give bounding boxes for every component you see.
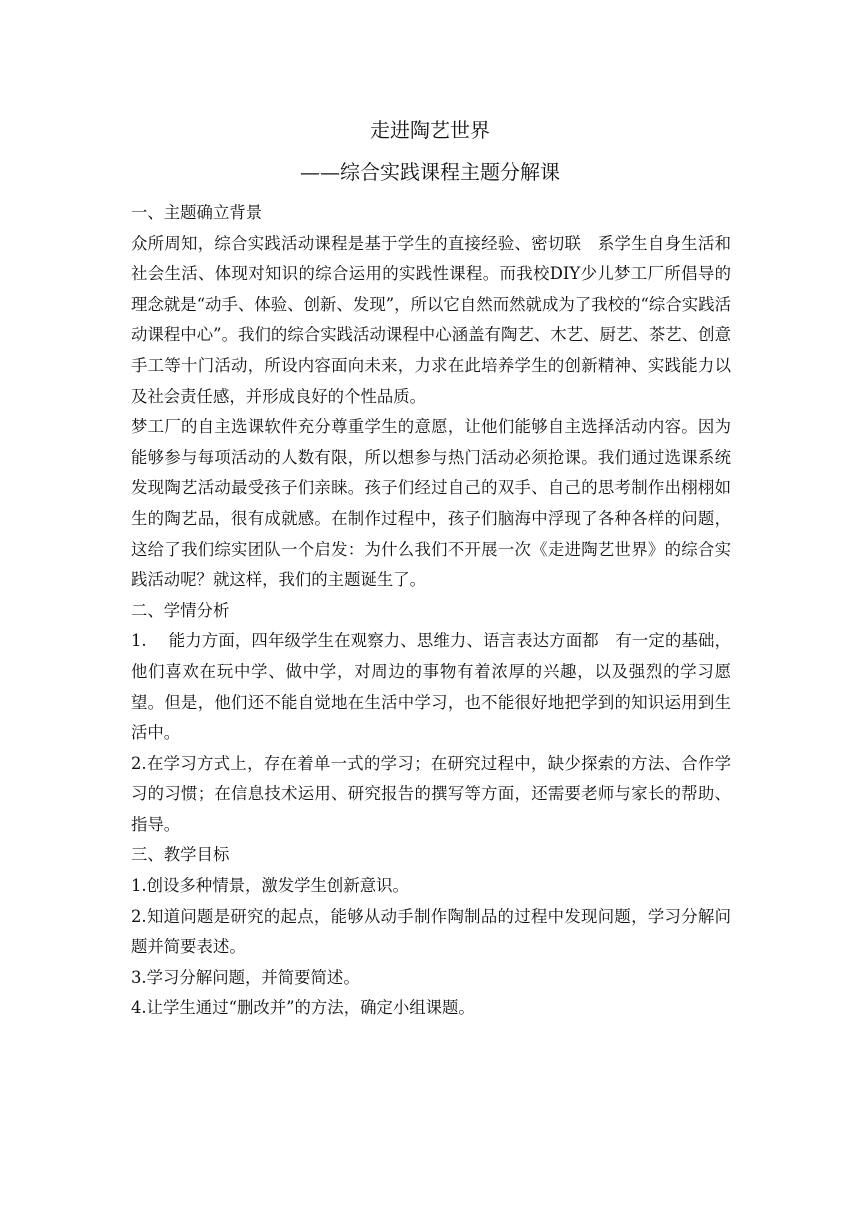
section-heading-background: 一、主题确立背景 [131,203,263,222]
paragraph-analysis-2: 2.在学习方式上，存在着单一式的学习；在研究过程中，缺少探索的方法、合作学习的习惯；在信息技术运用、研究报告的撰写等方面，还需要老师与家长的帮助、指导。 [131,753,731,834]
document-subtitle: ——综合实践课程主题分解课 [300,160,560,184]
section-heading-goals: 三、教学目标 [131,845,230,865]
document-title: 走进陶艺世界 [370,118,490,142]
paragraph-background-2: 梦工厂的自主选课软件充分尊重学生的意愿，让他们能够自主选择活动内容。因为能够参与每项活动的人数有限，所以想参与热门活动必须抢课。我们通过选课系统发现陶艺活动最受孩子们亲睐。孩子们经过自己的双手、自己的思考制作出栩栩如生的陶艺品，很有成就感。在制作过程中，孩子们脑海中浮现了各种各样的问题，这给了我们综实团队一个启发：为什么我们不开展一次《走进陶艺世界》的综合实践活动呢？就这样，我们的主题诞生了。 [131,417,731,590]
section-heading-analysis: 二、学情分析 [131,600,230,620]
goal-item-1: 1.创设多种情景，激发学生创新意识。 [131,876,409,896]
goal-item-3: 3.学习分解问题，并简要简述。 [131,967,360,987]
paragraph-background-1: 众所周知，综合实践活动课程是基于学生的直接经验、密切联 系学生自身生活和社会生活、体现对知识的综合运用的实践性课程。而我校DIY少儿梦工厂所倡导的理念就是“动手、体验、创新、发现”，所以它自然而然就成为了我校的“综合实践活动课程中心”。我们的综合实践活动课程中心涵盖有陶艺、木艺、厨艺、茶艺、创意手工等十门活动，所设内容面向未来，力求在此培养学生的创新精神、实践能力以及社会责任感，并形成良好的个性品质。 [131,233,731,406]
goal-item-4: 4.让学生通过“删改并”的方法，确定小组课题。 [131,998,475,1018]
goal-item-2: 2.知道问题是研究的起点，能够从动手制作陶制品的过程中发现问题，学习分解问题并简要表述。 [131,906,731,957]
document-body [131,198,731,1024]
paragraph-analysis-1: 1. 能力方面，四年级学生在观察力、思维力、语言表达方面都 有一定的基础，他们喜欢在玩中学、做中学，对周边的事物有着浓厚的兴趣，以及强烈的学习愿望。但是，他们还不能自觉地在生活中学习，也不能很好地把学到的知识运用到生活中。 [131,631,731,743]
